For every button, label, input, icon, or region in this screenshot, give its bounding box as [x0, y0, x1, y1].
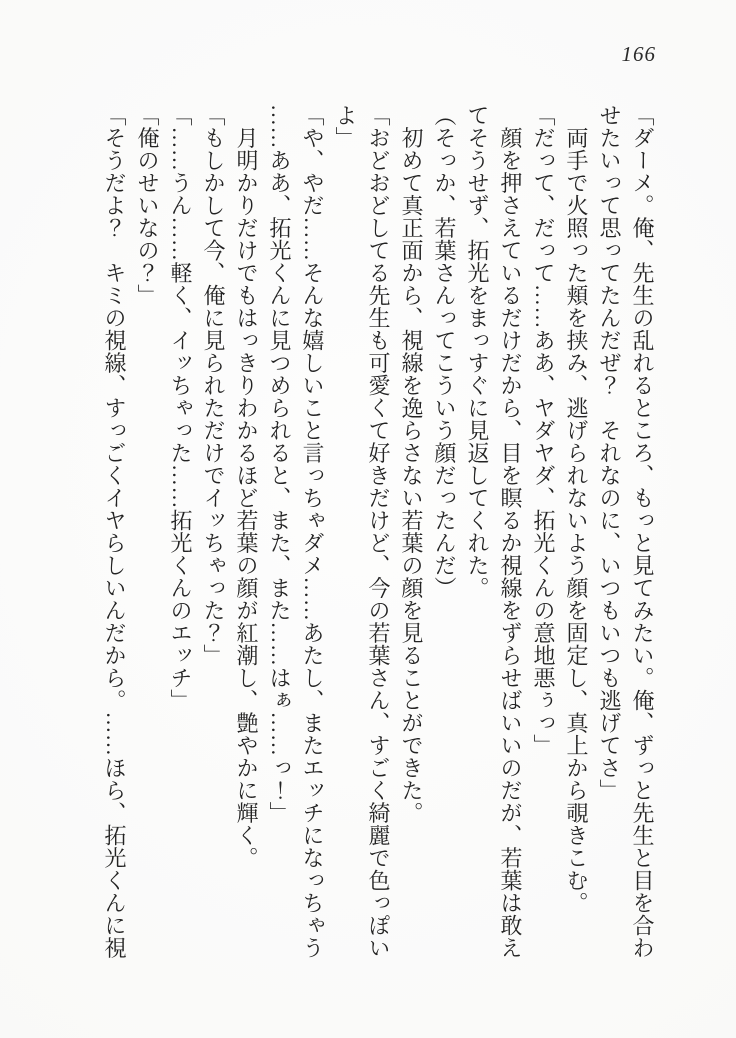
text-line: 月明かりだけでもはっきりわかるほど若葉の顔が紅潮し、艶やかに輝く。	[234, 104, 259, 869]
text-line: 両手で火照った頬を挟み、逃げられないよう顔を固定し、真上から覗きこむ。	[564, 104, 589, 914]
text-line: 「……うん……軽く、イッちゃった……拓光くんのエッチ」	[168, 104, 193, 712]
page-number: 166	[621, 42, 656, 66]
text-line: てそうせず、拓光をまっすぐに見返してくれた。	[465, 104, 490, 599]
text-line: 「もしかして今、俺に見られただけでイッちゃった？」	[201, 104, 226, 667]
text-line: 「そうだよ？ キミの視線、すっごくイヤらしいんだから。……ほら、拓光くんに視	[102, 104, 127, 959]
text-line: 初めて真正面から、視線を逸らさない若葉の顔を見ることができた。	[399, 104, 424, 824]
text-line: （そっか、若葉さんってこういう顔だったんだ）	[432, 104, 457, 599]
text-line: 「俺のせいなの？」	[135, 104, 160, 307]
text-line: せたいって思ってたんだぜ？ それなのに、いつもいつも逃げてさ」	[597, 104, 622, 802]
text-line: 「ダーメ。俺、先生の乱れるところ、もっと見てみたい。俺、ずっと先生と目を合わ	[630, 104, 655, 959]
text-line: 顔を押さえているだけだから、目を瞑るか視線をずらせばいいのだが、若葉は敢え	[498, 104, 523, 959]
text-line: 「や、やだ……そんな嬉しいこと言っちゃダメ……あたし、またエッチになっちゃう	[300, 104, 325, 959]
text-line: よ」	[333, 104, 358, 149]
text-line: 「だって、だって……ああ、ヤダヤダ、拓光くんの意地悪ぅっ」	[531, 104, 556, 757]
text-line: 「おどおどしてる先生も可愛くて好きだけど、今の若葉さん、すごく綺麗で色っぽい	[366, 104, 391, 959]
text-line: ……ああ、拓光くんに見つめられると、また、また……はぁ……っ！」	[267, 104, 292, 824]
text-block	[98, 104, 659, 968]
